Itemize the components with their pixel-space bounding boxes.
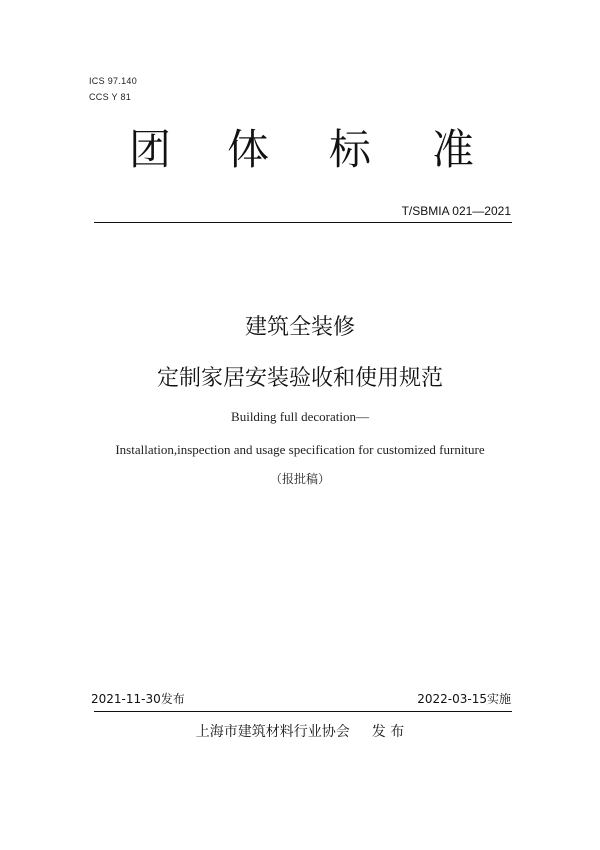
title-zh-line2: 定制家居安装验收和使用规范	[156, 366, 443, 391]
publisher-name: 上海市建筑材料行业协会	[195, 724, 350, 740]
doc-type-char-2: 体	[226, 125, 270, 174]
top-divider	[94, 222, 512, 223]
title-en-line1: Building full decoration—	[231, 409, 369, 424]
publisher-line	[0, 722, 600, 742]
issue-date-line	[91, 691, 185, 707]
implement-label: 实施	[486, 692, 511, 706]
doc-type-char-4: 准	[431, 125, 475, 174]
implement-date: 2022-03-15	[417, 692, 487, 706]
standard-number: T/SBMIA 021—2021	[401, 204, 511, 218]
bottom-divider	[94, 711, 512, 712]
classification-codes	[89, 73, 137, 105]
ccs-code: CCS Y 81	[89, 92, 132, 102]
ics-code: ICS 97.140	[89, 76, 138, 86]
issue-date: 2021-11-30	[91, 692, 161, 706]
doc-type-char-1: 团	[128, 125, 172, 174]
issue-label: 发布	[160, 692, 185, 706]
publish-action: 发 布	[371, 724, 405, 740]
title-zh-line1: 建筑全装修	[244, 315, 355, 340]
doc-type-char-3: 标	[328, 125, 372, 174]
draft-status: （报批稿）	[269, 472, 330, 486]
implement-date-line	[417, 691, 511, 707]
title-en-line2: Installation,inspection and usage specification for customized furniture	[115, 442, 485, 457]
